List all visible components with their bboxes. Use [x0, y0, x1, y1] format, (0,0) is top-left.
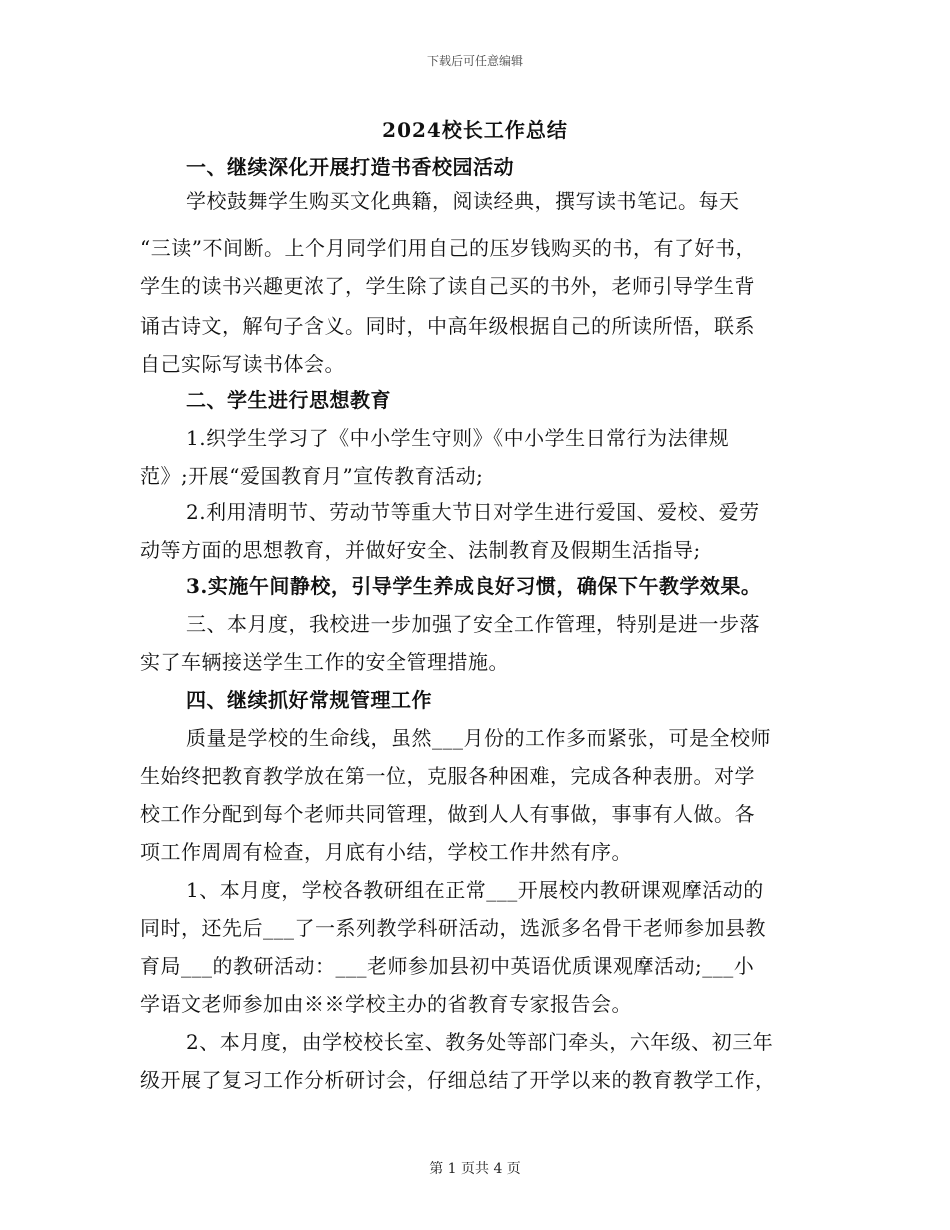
text-line: 项工作周周有检查，月底有小结，学校工作井然有序。 — [140, 840, 632, 864]
text-line: 动等方面的思想教育，并做好安全、法制教育及假期生活指导; — [140, 538, 701, 562]
text-line: 学生的读书兴趣更浓了，学生除了读自己买的书外，老师引导学生背 — [140, 274, 755, 298]
page-footer: 第 1 页共 4 页 — [429, 1161, 521, 1177]
page-header: 下载后可任意编辑 — [426, 54, 523, 68]
text-line: “三读”不间断。上个月同学们用自己的压岁钱购买的书，有了好书， — [140, 236, 756, 260]
text-line: 育局___的教研活动：___老师参加县初中英语优质课观摩活动;___小 — [140, 954, 755, 978]
section-heading: 四、继续抓好常规管理工作 — [186, 688, 432, 712]
text-line: 三、本月度，我校进一步加强了安全工作管理，特别是进一步落 — [186, 612, 760, 636]
text-line: 实了车辆接送学生工作的安全管理措施。 — [140, 650, 509, 674]
text-line: 2.利用清明节、劳动节等重大节日对学生进行爱国、爱校、爱劳 — [186, 500, 760, 524]
text-line: 生始终把教育教学放在第一位，克服各种困难，完成各种表册。对学 — [140, 764, 755, 788]
text-line: 自己实际写读书体会。 — [140, 352, 345, 376]
text-line: 质量是学校的生命线，虽然___月份的工作多而紧张，可是全校师 — [186, 726, 771, 750]
text-line: 级开展了复习工作分析研讨会，仔细总结了开学以来的教育教学工作， — [140, 1068, 776, 1092]
text-line: 2、本月度，由学校校长室、教务处等部门牵头，六年级、初三年 — [186, 1030, 774, 1054]
text-line: 诵古诗文，解句子含义。同时，中高年级根据自己的所读所悟，联系 — [140, 314, 755, 338]
text-line: 学语文老师参加由※※学校主办的省教育专家报告会。 — [140, 992, 632, 1016]
text-line: 范》;开展“爱国教育月”宣传教育活动; — [140, 464, 484, 488]
text-line: 1、本月度，学校各教研组在正常___开展校内教研课观摩活动的 — [186, 878, 764, 902]
document-title: 2024校长工作总结 — [382, 118, 568, 142]
text-line: 校工作分配到每个老师共同管理，做到人人有事做，事事有人做。各 — [140, 802, 755, 826]
section-heading: 二、学生进行思想教育 — [186, 388, 391, 412]
text-line: 学校鼓舞学生购买文化典籍，阅读经典，撰写读书笔记。每天 — [186, 189, 740, 213]
text-line: 1.织学生学习了《中小学生守则》《中小学生日常行为法律规 — [186, 426, 730, 450]
bold-text-line: 3.实施午间静校，引导学生养成良好习惯，确保下午教学效果。 — [186, 574, 762, 598]
section-heading: 一、继续深化开展打造书香校园活动 — [186, 155, 514, 179]
text-line: 同时，还先后___了一系列教学科研活动，选派多名骨干老师参加县教 — [140, 916, 766, 940]
